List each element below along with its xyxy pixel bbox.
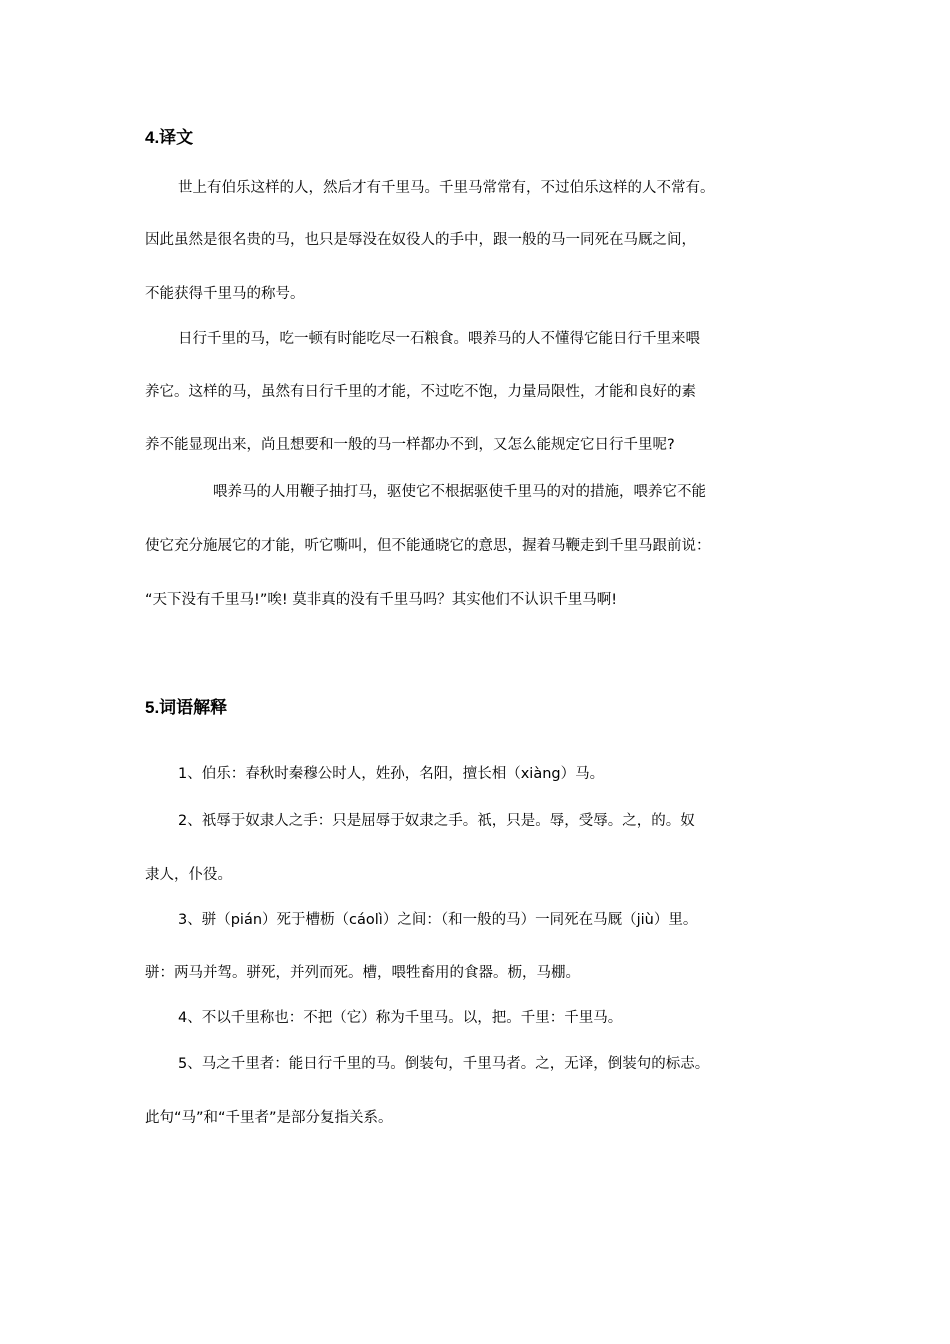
glossary-line: 骈：两马并驾。骈死，并列而死。槽，喂牲畜用的食器。枥，马棚。 (145, 965, 580, 981)
glossary-line: 3、骈（pián）死于槽枥（cáolì）之间：（和一般的马）一同死在马厩（jiù）里。 (178, 912, 698, 928)
paragraph-line: 喂养马的人用鞭子抽打马，驱使它不根据驱使千里马的对的措施，喂养它不能 (213, 484, 706, 500)
section-heading-translation: 4.译文 (145, 128, 194, 147)
paragraph-line: 世上有伯乐这样的人，然后才有千里马。千里马常常有，不过伯乐这样的人不常有。 (178, 180, 715, 196)
paragraph-line: 因此虽然是很名贵的马，也只是辱没在奴役人的手中，跟一般的马一同死在马厩之间， (145, 232, 696, 248)
glossary-line: 4、不以千里称也：不把（它）称为千里马。以，把。千里：千里马。 (178, 1010, 623, 1026)
glossary-line: 隶人，仆役。 (145, 867, 232, 883)
paragraph-line: 日行千里的马，吃一顿有时能吃尽一石粮食。喂养马的人不懂得它能日行千里来喂 (178, 331, 700, 347)
glossary-line: 2、祇辱于奴隶人之手：只是屈辱于奴隶之手。祇，只是。辱，受辱。之，的。奴 (178, 813, 695, 829)
paragraph-line: 不能获得千里马的称号。 (145, 286, 305, 302)
paragraph-line: 使它充分施展它的才能，听它嘶叫，但不能通晓它的意思，握着马鞭走到千里马跟前说： (145, 538, 711, 554)
paragraph-line: 养它。这样的马，虽然有日行千里的才能，不过吃不饱，力量局限性，才能和良好的素 (145, 384, 696, 400)
glossary-line: 此句“马”和“千里者”是部分复指关系。 (145, 1110, 393, 1126)
glossary-line: 5、马之千里者：能日行千里的马。倒装句，千里马者。之，无译，倒装句的标志。 (178, 1056, 710, 1072)
section-heading-vocabulary: 5.词语解释 (145, 698, 228, 717)
paragraph-line: “天下没有千里马!”唉! 莫非真的没有千里马吗？其实他们不认识千里马啊! (145, 592, 618, 608)
glossary-line: 1、伯乐：春秋时秦穆公时人，姓孙，名阳，擅长相（xiàng）马。 (178, 766, 605, 782)
paragraph-line: 养不能显现出来，尚且想要和一般的马一样都办不到，又怎么能规定它日行千里呢? (145, 437, 675, 453)
